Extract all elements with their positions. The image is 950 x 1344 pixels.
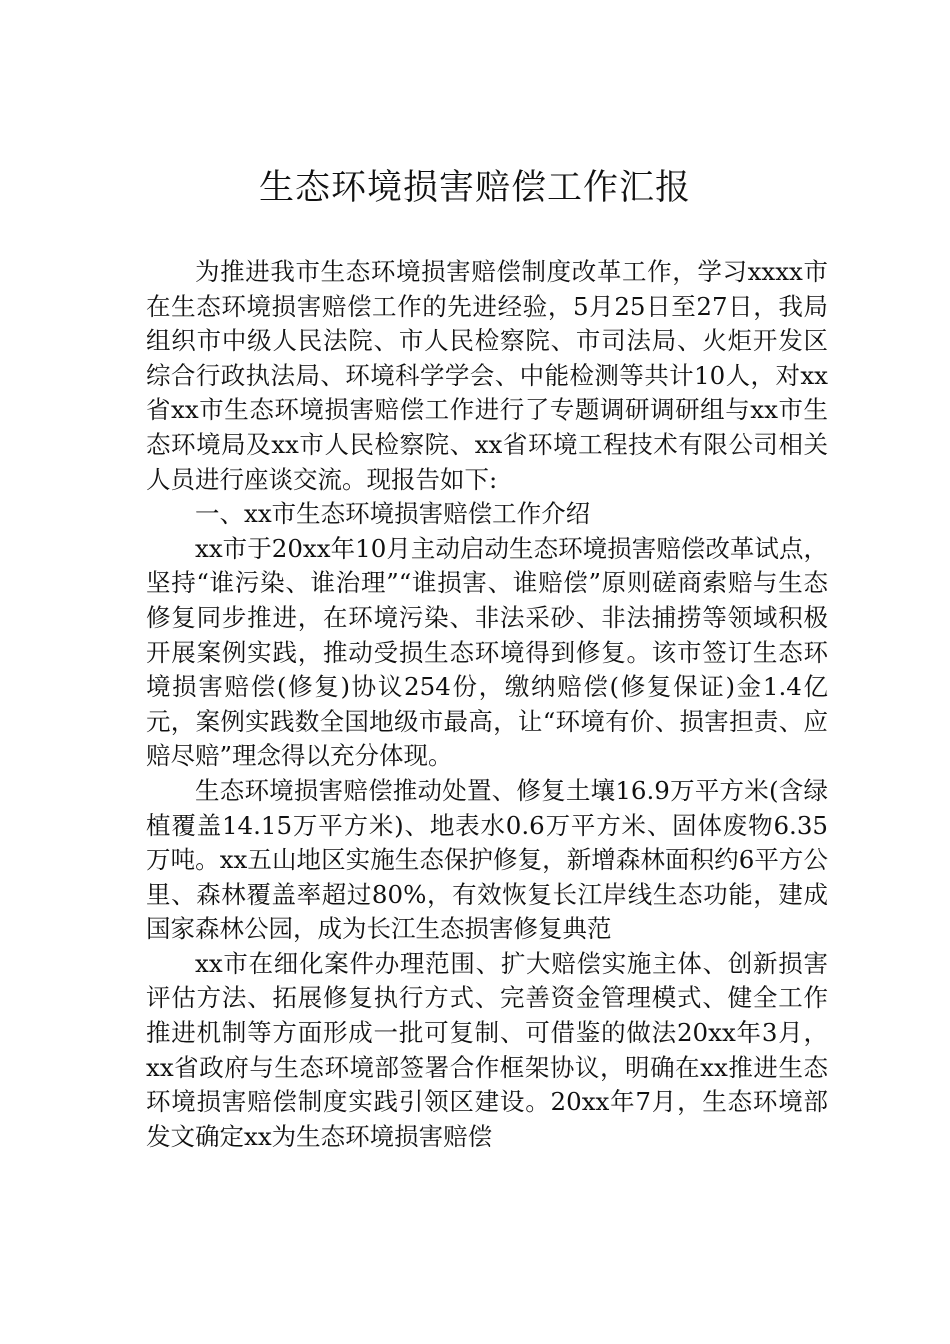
paragraph-restoration-results: 生态环境损害赔偿推动处置、修复土壤16.9万平方米(含绿植覆盖14.15万平方米)、地表水0.6万平方米、固体废物6.35万吨。xx五山地区实施生态保护修复，新增森林面积约6平方公里、森林覆盖率超过80%，有效恢复长江岸线生态功能，建成国家森林公园，成为长江生态损害修复典范 [146,775,828,944]
paragraph-pilot-overview: xx市于20xx年10月主动启动生态环境损害赔偿改革试点，坚持“谁污染、谁治理”“谁损害、谁赔偿”原则磋商索赔与生态修复同步推进，在环境污染、非法采砂、非法捕捞等领域积极开展案例实践，推动受损生态环境得到修复。该市签订生态环境损害赔偿(修复)协议254份，缴纳赔偿(修复保证)金1.4亿元，案例实践数全国地级市最高，让“环境有价、损害担责、应赔尽赔”理念得以充分体现。 [146,533,828,771]
section-heading-1: 一、xx市生态环境损害赔偿工作介绍 [195,499,591,529]
paragraph-intro: 为推进我市生态环境损害赔偿制度改革工作，学习xxxx市在生态环境损害赔偿工作的先进经验，5月25日至27日，我局组织市中级人民法院、市人民检察院、市司法局、火炬开发区综合行政执法局、环境科学学会、中能检测等共计10人，对xx省xx市生态环境损害赔偿工作进行了专题调研调研组与xx市生态环境局及xx市人民检察院、xx省环境工程技术有限公司相关人员进行座谈交流。现报告如下: [146,257,828,494]
document-title: 生态环境损害赔偿工作汇报 [258,168,691,208]
paragraph-practices: xx市在细化案件办理范围、扩大赔偿实施主体、创新损害评估方法、拓展修复执行方式、完善资金管理模式、健全工作推进机制等方面形成一批可复制、可借鉴的做法20xx年3月，xx省政府与生态环境部签署合作框架协议，明确在xx推进生态环境损害赔偿制度实践引领区建设。20xx年7月，生态环境部发文确定xx为生态环境损害赔偿 [146,948,828,1151]
document-body [146,255,828,1154]
